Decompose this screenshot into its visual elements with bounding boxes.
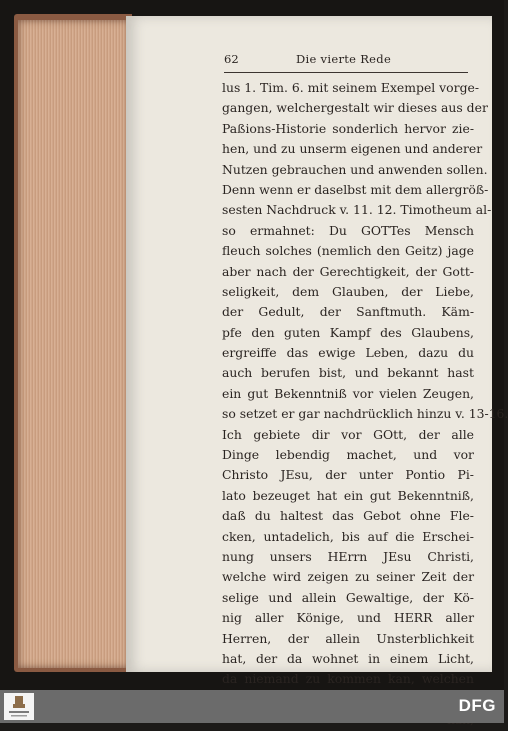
text-line: pfe den guten Kampf des Glaubens, xyxy=(222,324,474,340)
book-page xyxy=(126,16,508,687)
text-line: Paßions-Historie sonderlich hervor zie- xyxy=(222,120,474,136)
text-line: seligkeit, dem Glauben, der Liebe, xyxy=(222,283,474,299)
text-line: Herren, der allein Unsterblichkeit xyxy=(222,630,474,646)
library-emblem-icon xyxy=(4,693,34,720)
text-line: da niemand zu kommen kan, welchen xyxy=(222,671,474,687)
text-line: aber nach der Gerechtigkeit, der Gott- xyxy=(222,263,474,279)
viewer-footer-bar xyxy=(0,690,504,723)
library-logo[interactable] xyxy=(4,693,34,720)
text-line: Christo JEsu, der unter Pontio Pi- xyxy=(222,467,474,483)
text-line: Denn wenn er daselbst mit dem allergröß- xyxy=(222,181,489,197)
text-line: Nutzen gebrauchen und anwenden sollen. xyxy=(222,161,488,177)
text-line: Dinge lebendig machet, und vor xyxy=(222,447,474,463)
text-line: cken, untadelich, bis auf die Erschei- xyxy=(222,528,474,544)
text-line: ergreiffe das ewige Leben, dazu du xyxy=(222,345,474,361)
text-line: Ich gebiete dir vor GOtt, der alle xyxy=(222,426,474,442)
text-line: nig aller Könige, und HERR aller xyxy=(222,610,474,626)
text-line: auch berufen bist, und bekannt hast xyxy=(222,365,474,381)
text-line: so setzet er gar nachdrücklich hinzu v. 13-16. xyxy=(222,406,508,422)
text-line: fleuch solches (nemlich den Geitz) jage xyxy=(222,243,474,259)
text-line: lato bezeuget hat ein gut Bekenntniß, xyxy=(222,487,474,503)
page-number: 62 xyxy=(224,52,239,66)
text-line: der Gedult, der Sanftmuth. Käm- xyxy=(222,304,474,320)
text-line: ein gut Bekenntniß vor vielen Zeugen, xyxy=(222,385,474,401)
text-line: welche wird zeigen zu seiner Zeit der xyxy=(222,569,474,585)
page-stack-edge xyxy=(18,20,130,668)
page-header xyxy=(224,52,468,73)
text-line: gangen, welchergestalt wir dieses aus der xyxy=(222,100,488,116)
text-line: lus 1. Tim. 6. mit seinem Exempel vorge- xyxy=(222,80,480,95)
dfg-logo[interactable]: DFG xyxy=(458,696,496,715)
text-line: daß du haltest das Gebot ohne Fle- xyxy=(222,508,474,524)
text-line: nung unsers HErrn JEsu Christi, xyxy=(222,548,474,564)
text-line: hen, und zu unserm eigenen und anderer xyxy=(222,141,483,157)
text-line: sesten Nachdruck v. 11. 12. Timotheum al- xyxy=(222,202,492,218)
text-line: so ermahnet: Du GOTTes Mensch xyxy=(222,222,474,238)
running-title: Die vierte Rede xyxy=(296,52,392,66)
text-line: hat, der da wohnet in einem Licht, xyxy=(222,650,474,666)
text-line: selige und allein Gewaltige, der Kö- xyxy=(222,589,474,605)
